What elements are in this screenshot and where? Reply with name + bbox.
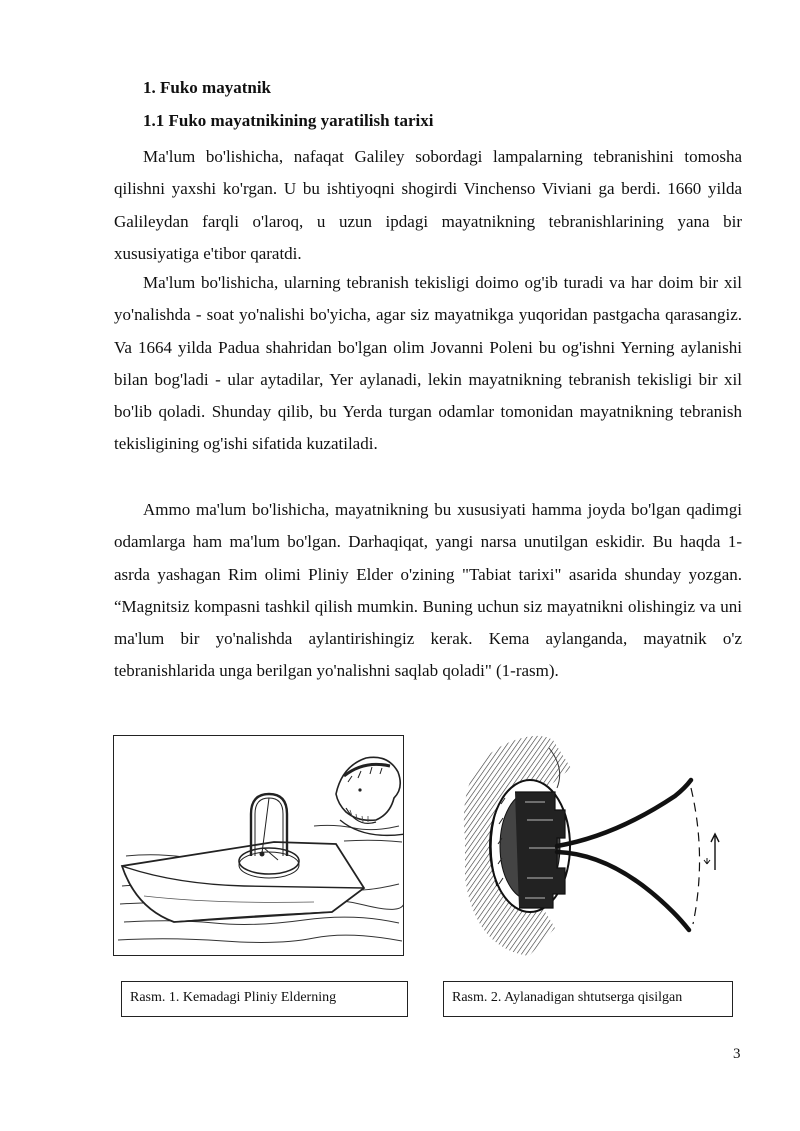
paragraph-1: [114, 141, 742, 270]
section-heading: 1. Fuko mayatnik: [143, 78, 271, 97]
person-drawing: [336, 757, 404, 835]
paragraph-text: Ma'lum bo'lishicha, nafaqat Galiley sobordagi lampalarning tebranishini tomosha qilishni yaxshi ko'rgan. U bu ishtiyoqni shogirdi Vinchenso Viviani ga berdi. 1660 yilda Galileydan farqli o'laroq, u uzun ipdagi mayatnikning tebranishlarining yana bir xususiyatiga e'tibor qaratdi.: [114, 147, 742, 263]
paragraph-3: [114, 494, 742, 688]
pendulum-wire-drawing: [557, 780, 719, 930]
figure-1-caption: Rasm. 1. Kemadagi Pliniy Elderning: [121, 981, 408, 1017]
paragraph-2: [114, 267, 742, 461]
paragraph-text: Ammo ma'lum bo'lishicha, mayatnikning bu xususiyati hamma joyda bo'lgan qadimgi odamlarga ham ma'lum bo'lgan. Darhaqiqat, yangi narsa unutilgan eskidir. Bu haqda 1-asrda yashagan Rim olimi Pliniy Elder o'zining "Tabiat tarixi" asarida shunday yozgan. “Magnitsiz kompasni tashkil qilish mumkin. Buning uchun siz mayatnikni olishingiz va uni ma'lum bir yo'nalishda aylantirishingiz kerak. Kema aylanganda, mayatnik o'z tebranishlarida unga berilgan yo'nalishni saqlab qoladi" (1-rasm).: [114, 500, 742, 681]
page-number: 3: [733, 1046, 741, 1062]
boat-pendulum-illustration: [114, 736, 404, 956]
figure-rotating-chuck: [445, 728, 735, 960]
figure-2-caption: Rasm. 2. Aylanadigan shtutserga qisilgan: [443, 981, 733, 1017]
paragraph-text: Ma'lum bo'lishicha, ularning tebranish tekisligi doimo og'ib turadi va har doim bir xil yo'nalishda - soat yo'nalishi bo'yicha, agar siz mayatnikga yuqoridan pastgacha qarasangiz. Va 1664 yilda Padua shahridan bo'lgan olim Jovanni Poleni bu og'ishni Yerning aylanishi bilan bog'ladi - ular aytadilar, Yer aylanadi, lekin mayatnikning tebranish tekisligi bir xil bo'lib qoladi. Shunday qilib, bu Yerda turgan odamlar tomonidan mayatnikning tebranish tekisligining og'ishi sifatida kuzatiladi.: [114, 273, 742, 454]
rotating-chuck-illustration: [445, 728, 735, 960]
figure-boat-pendulum: [113, 735, 404, 956]
boat-drawing: [122, 794, 364, 922]
subsection-heading: 1.1 Fuko mayatnikining yaratilish tarixi: [143, 111, 434, 130]
